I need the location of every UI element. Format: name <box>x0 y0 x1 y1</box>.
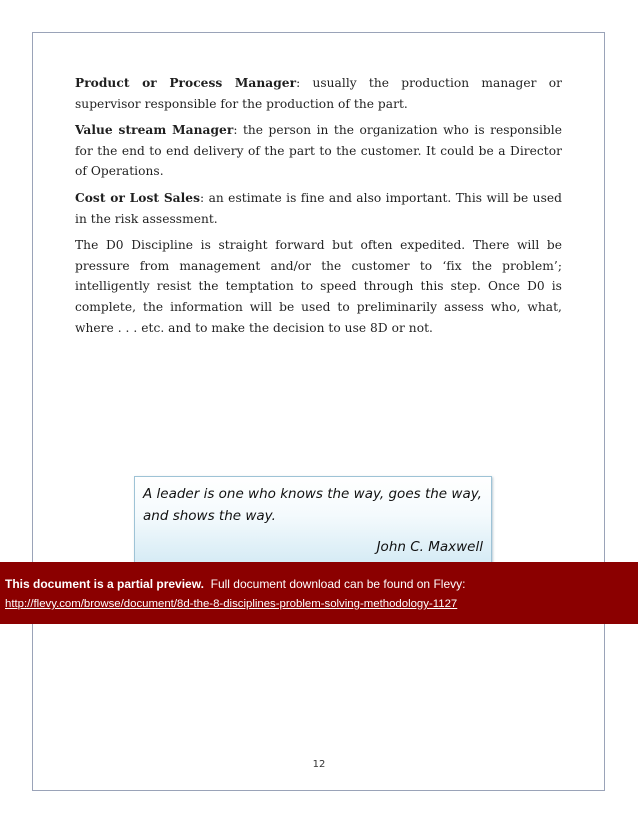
quote-author: John C. Maxwell <box>376 539 483 555</box>
paragraph-value-stream-manager <box>75 120 562 182</box>
definition-cost-lost-sales: : an estimate is fine and also important. This will be used in the risk assessment. <box>75 190 562 226</box>
flevy-document-link[interactable]: http://flevy.com/browse/document/8d-the-8-disciplines-problem-solving-methodology-1127 <box>5 598 458 610</box>
preview-notice <box>5 575 638 594</box>
quote-text: A leader is one who knows the way, goes the way, and shows the way. <box>143 486 482 524</box>
paragraph-product-manager <box>75 73 562 114</box>
preview-notice-bold: This document is a partial preview. <box>5 577 204 591</box>
quote-box <box>134 476 492 574</box>
preview-notice-text: Full document download can be found on Flevy: <box>203 577 466 591</box>
preview-banner <box>0 562 638 624</box>
body-content <box>75 73 562 344</box>
d0-discipline-text: The D0 Discipline is straight forward but often expedited. There will be pressure from management and/or the customer to ‘fix the problem’; intelligently resist the temptation to speed through this step. Once D0 is complete, the information will be used to preliminarily assess who, what, where . . . etc. and to make the decision to use 8D or not. <box>75 238 562 335</box>
page-number: 12 <box>312 759 326 770</box>
term-product-manager: Product or Process Manager <box>75 76 297 90</box>
paragraph-cost-lost-sales <box>75 188 562 229</box>
definition-value-stream-manager: : the person in the organization who is responsible for the end to end delivery of the part to the customer. It could be a Director of Operations. <box>75 123 562 179</box>
term-value-stream-manager: Value stream Manager <box>75 123 234 138</box>
definition-product-manager: : usually the production manager or supervisor responsible for the production of the part. <box>75 76 563 111</box>
term-cost-lost-sales: Cost or Lost Sales <box>75 190 201 205</box>
paragraph-d0-discipline <box>75 235 562 338</box>
